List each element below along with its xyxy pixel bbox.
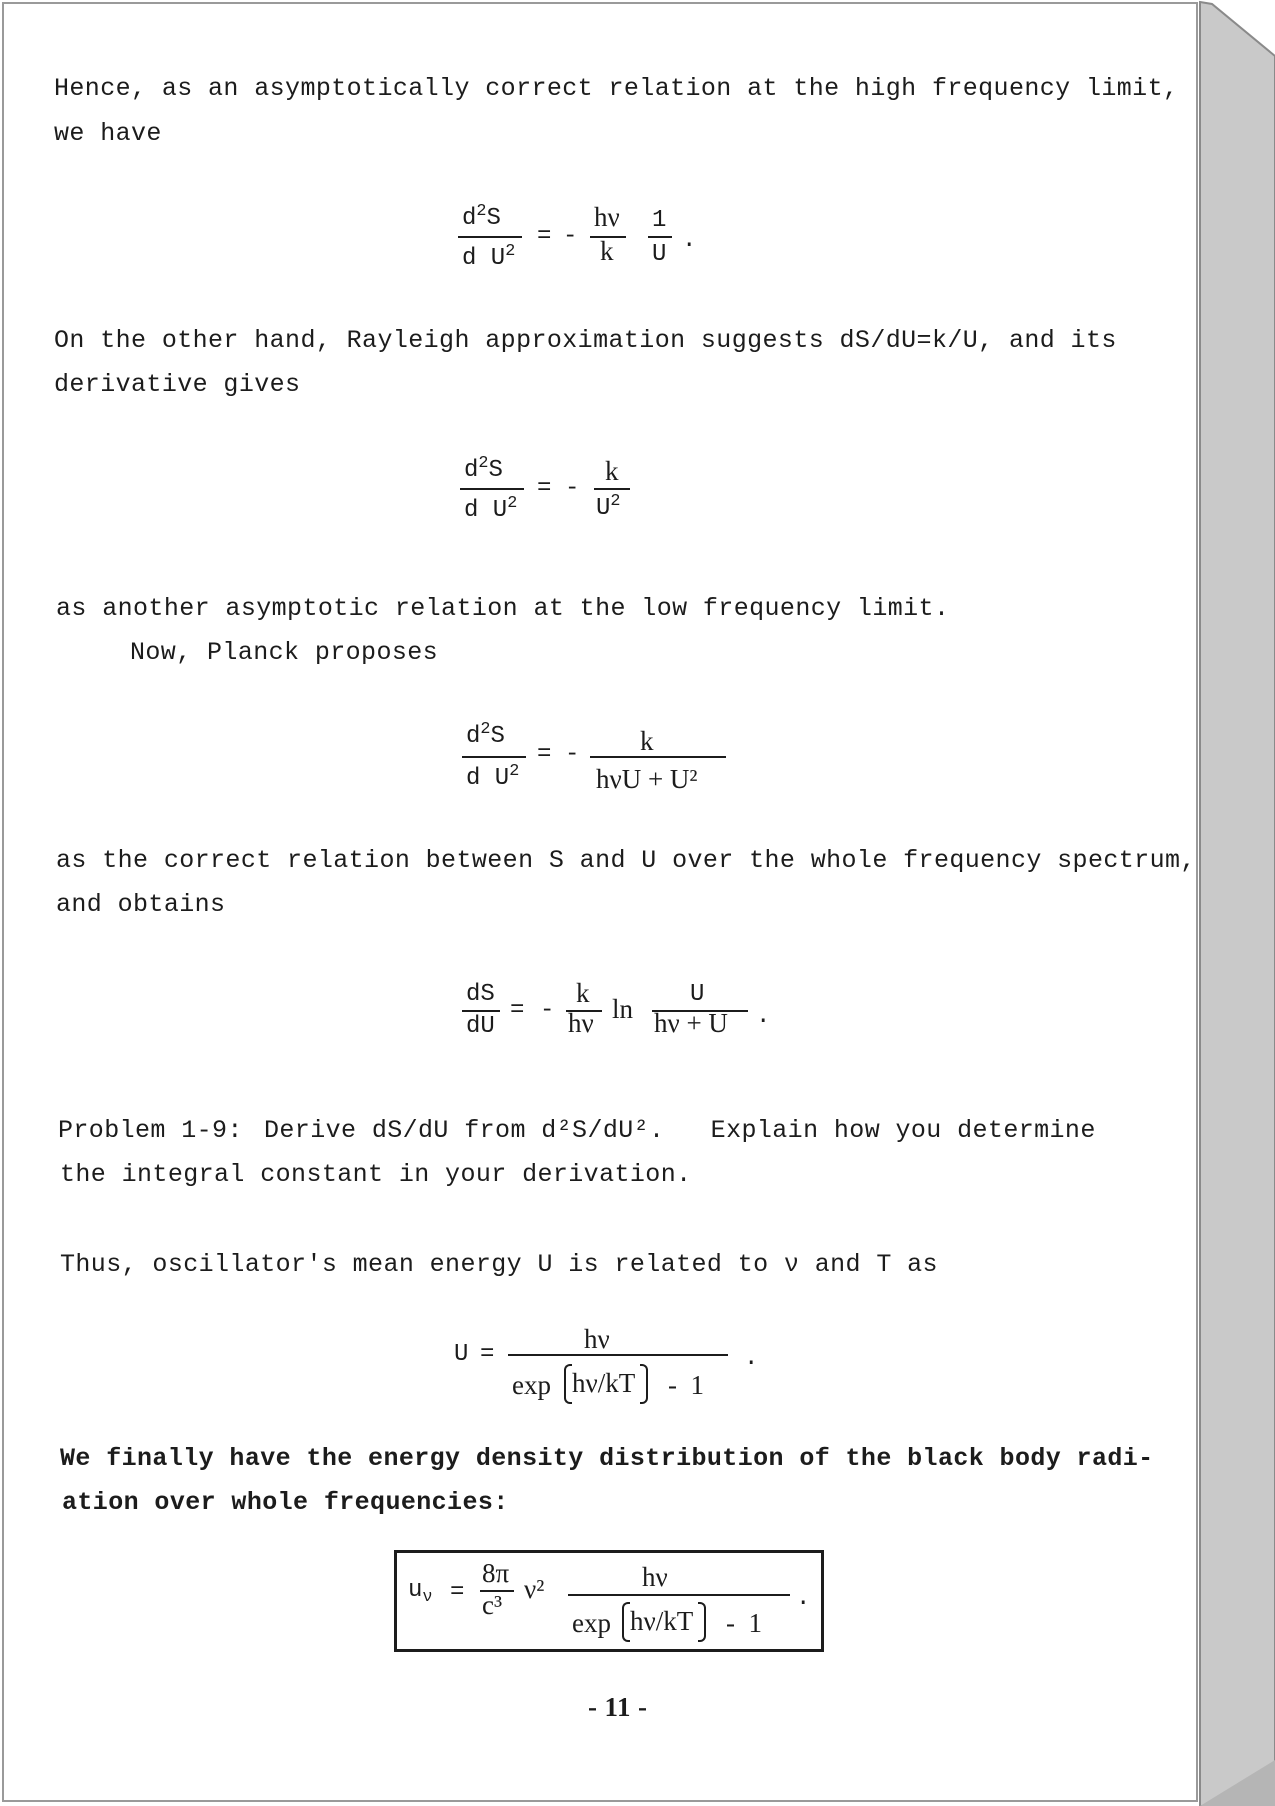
equals-sign: = xyxy=(537,223,552,250)
bracket-left xyxy=(564,1364,572,1404)
problem-label: Problem 1-9: xyxy=(58,1116,243,1145)
equals-sign: = xyxy=(510,997,525,1024)
fraction-bar xyxy=(590,756,726,758)
fraction-bar xyxy=(648,236,672,238)
minus-sign: - xyxy=(565,475,580,502)
fraction-bar xyxy=(458,236,522,238)
numerator-eight-pi: 8π xyxy=(482,1558,510,1588)
hnu-over-kt: hν/kT xyxy=(572,1368,636,1398)
exp-operator: exp xyxy=(512,1370,551,1400)
paragraph-line: as another asymptotic relation at the low frequency limit. xyxy=(56,594,950,623)
period: . xyxy=(796,1585,811,1612)
denominator-du: dU xyxy=(466,1013,495,1040)
numerator-hnu: hν xyxy=(594,202,620,232)
denominator-u2: $U^2$ xyxy=(596,491,621,522)
lhs-u: $u_\nu$ xyxy=(408,1577,433,1608)
period: . xyxy=(682,227,697,254)
numerator-one: 1 xyxy=(652,207,667,234)
bracket-right xyxy=(640,1364,648,1404)
paragraph-line: derivative gives xyxy=(54,370,301,399)
lhs-u: U xyxy=(454,1341,469,1368)
numerator-hnu: hν xyxy=(642,1562,668,1592)
numerator-k: k xyxy=(640,726,654,756)
equals-sign: = xyxy=(450,1579,465,1606)
paragraph-line: as the correct relation between S and U over the whole frequency spectrum, xyxy=(56,846,1196,875)
fraction-bar xyxy=(460,488,524,490)
fraction-bar xyxy=(508,1354,728,1356)
equals-sign: = xyxy=(480,1341,495,1368)
period: . xyxy=(744,1345,759,1372)
denominator-k: k xyxy=(600,236,614,266)
denominator-du2: d $U^2$ xyxy=(462,241,516,272)
fraction-bar xyxy=(594,488,630,490)
paragraph-line: Thus, oscillator's mean energy U is related to ν and T as xyxy=(60,1250,938,1279)
equals-sign: = xyxy=(537,741,552,768)
denominator-hnu-plus-u: hν + U xyxy=(654,1008,728,1038)
numerator-k: k xyxy=(576,978,590,1008)
numerator-d2s: $d^2S$ xyxy=(466,719,505,750)
numerator-ds: dS xyxy=(466,981,495,1008)
numerator-d2s: $d^2S$ xyxy=(464,453,503,484)
denominator-hnu: hν xyxy=(568,1008,594,1038)
numerator-u: U xyxy=(690,981,705,1008)
hnu-over-kt: hν/kT xyxy=(630,1606,694,1636)
minus-sign: - xyxy=(565,741,580,768)
denominator-hnuU-plus-U2: hνU + U² xyxy=(596,764,698,794)
numerator-k: k xyxy=(605,456,619,486)
ln-operator: ln xyxy=(612,994,634,1024)
minus-sign: - xyxy=(563,223,578,250)
denominator-u: U xyxy=(652,241,667,268)
paragraph-line: Hence, as an asymptotically correct relation at the high frequency limit, xyxy=(54,74,1179,103)
denominator-du2: d $U^2$ xyxy=(464,493,518,524)
exp-operator: exp xyxy=(572,1608,611,1638)
numerator-hnu: hν xyxy=(584,1324,610,1354)
paragraph-line: Now, Planck proposes xyxy=(130,638,439,667)
page-number: - 11 - xyxy=(588,1692,648,1722)
paragraph-line: ation over whole frequencies: xyxy=(62,1488,509,1517)
paragraph-line: On the other hand, Rayleigh approximation suggests dS/dU=k/U, and its xyxy=(54,326,1117,355)
minus-one: - 1 xyxy=(668,1370,704,1400)
equals-sign: = xyxy=(537,475,552,502)
paragraph-line: and obtains xyxy=(56,890,226,919)
problem-text-line2: the integral constant in your derivation. xyxy=(60,1160,692,1189)
problem-text: Derive dS/dU from d²S/dU². Explain how you determine xyxy=(264,1116,1096,1145)
bracket-left xyxy=(622,1602,630,1642)
bracket-right xyxy=(698,1602,706,1642)
fraction-bar xyxy=(462,756,526,758)
nu-squared: ν² xyxy=(524,1574,545,1604)
fraction-bar xyxy=(462,1010,500,1012)
denominator-du2: d $U^2$ xyxy=(466,761,520,792)
minus-sign: - xyxy=(540,997,555,1024)
denominator-c3: c³ xyxy=(482,1590,503,1620)
minus-one: - 1 xyxy=(726,1608,762,1638)
numerator-d2s: $d^2S$ xyxy=(462,201,501,232)
paragraph-line: We finally have the energy density distribution of the black body radi- xyxy=(60,1444,1154,1473)
paragraph-line: we have xyxy=(54,119,162,148)
fraction-bar xyxy=(568,1594,790,1596)
period: . xyxy=(756,1003,771,1030)
